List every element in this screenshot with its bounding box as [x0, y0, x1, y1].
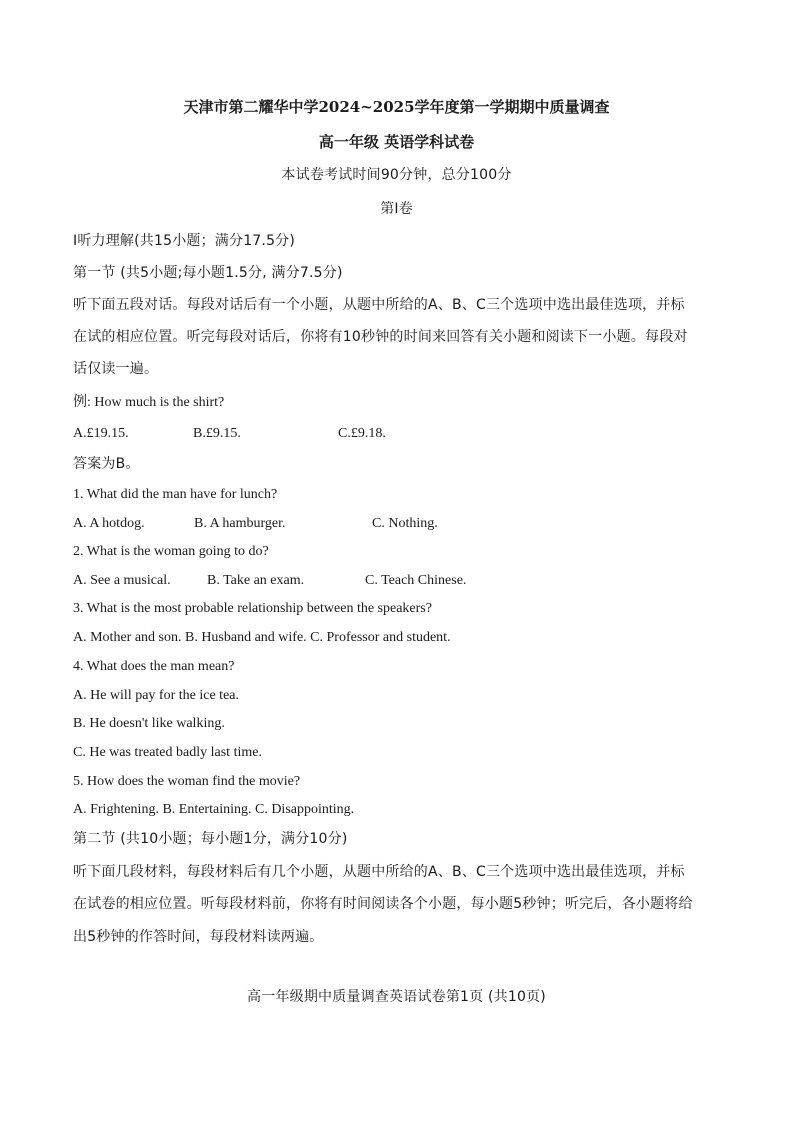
example-answer: 答案为B。	[73, 456, 140, 472]
question-1-option-a: A. A hotdog.	[73, 516, 145, 531]
section1-instructions-line1: 听下面五段对话。每段对话后有一个小题，从题中所给的A、B、C三个选项中选出最佳选项，并标	[73, 297, 685, 313]
section1-instructions-line2: 在试的相应位置。听完每段对话后，你将有10秒钟的时间来回答有关小题和阅读下一小题。每段对	[73, 329, 688, 345]
section1-heading: 第一节 (共5小题;每小题1.5分, 满分7.5分)	[73, 265, 343, 281]
section2-instructions-line3: 出5秒钟的作答时间，每段材料读两遍。	[73, 929, 324, 945]
question-2-option-c: C. Teach Chinese.	[365, 573, 467, 588]
question-4-option-c: C. He was treated badly last time.	[73, 745, 262, 760]
question-1-options	[73, 516, 438, 532]
exam-subtitle: 高一年级 英语学科试卷	[318, 133, 475, 151]
question-4: 4. What does the man mean?	[73, 659, 235, 674]
example-question: 例: How much is the shirt?	[73, 395, 225, 410]
example-options	[73, 426, 386, 442]
exam-info: 本试卷考试时间90分钟，总分100分	[281, 167, 512, 183]
question-3: 3. What is the most probable relationship between the speakers?	[73, 601, 432, 616]
question-1-option-b: B. A hamburger.	[194, 516, 286, 531]
question-3-options: A. Mother and son. B. Husband and wife. C. Professor and student.	[73, 630, 451, 645]
question-2: 2. What is the woman going to do?	[73, 544, 269, 559]
question-2-option-b: B. Take an exam.	[207, 573, 305, 588]
section2-instructions-line1: 听下面几段材料，每段材料后有几个小题，从题中所给的A、B、C三个选项中选出最佳选项，并标	[73, 864, 685, 880]
part1-heading: Ⅰ听力理解(共15小题；满分17.5分)	[73, 233, 296, 249]
question-2-options	[73, 573, 466, 589]
example-option-b: B.£9.15.	[193, 426, 241, 441]
question-2-option-a: A. See a musical.	[73, 573, 171, 588]
page-footer: 高一年级期中质量调查英语试卷第1页 (共10页)	[247, 989, 546, 1005]
question-4-option-a: A. He will pay for the ice tea.	[73, 688, 239, 703]
question-5-options: A. Frightening. B. Entertaining. C. Disappointing.	[73, 802, 355, 817]
question-4-option-b: B. He doesn't like walking.	[73, 716, 225, 731]
exam-title: 天津市第二耀华中学2024~2025学年度第一学期期中质量调查	[183, 98, 610, 116]
question-1-option-c: C. Nothing.	[372, 516, 438, 531]
section1-instructions-line3: 话仅读一遍。	[73, 361, 159, 377]
question-1: 1. What did the man have for lunch?	[73, 487, 278, 502]
example-option-a: A.£19.15.	[73, 426, 129, 441]
example-option-c: C.£9.18.	[338, 426, 386, 441]
question-5: 5. How does the woman find the movie?	[73, 774, 301, 789]
section2-heading: 第二节 (共10小题；每小题1分，满分10分)	[73, 831, 348, 847]
section2-instructions-line2: 在试卷的相应位置。听每段材料前，你将有时间阅读各个小题，每小题5秒钟；听完后，各小题将给	[73, 896, 693, 912]
volume-label: 第Ⅰ卷	[380, 201, 413, 217]
